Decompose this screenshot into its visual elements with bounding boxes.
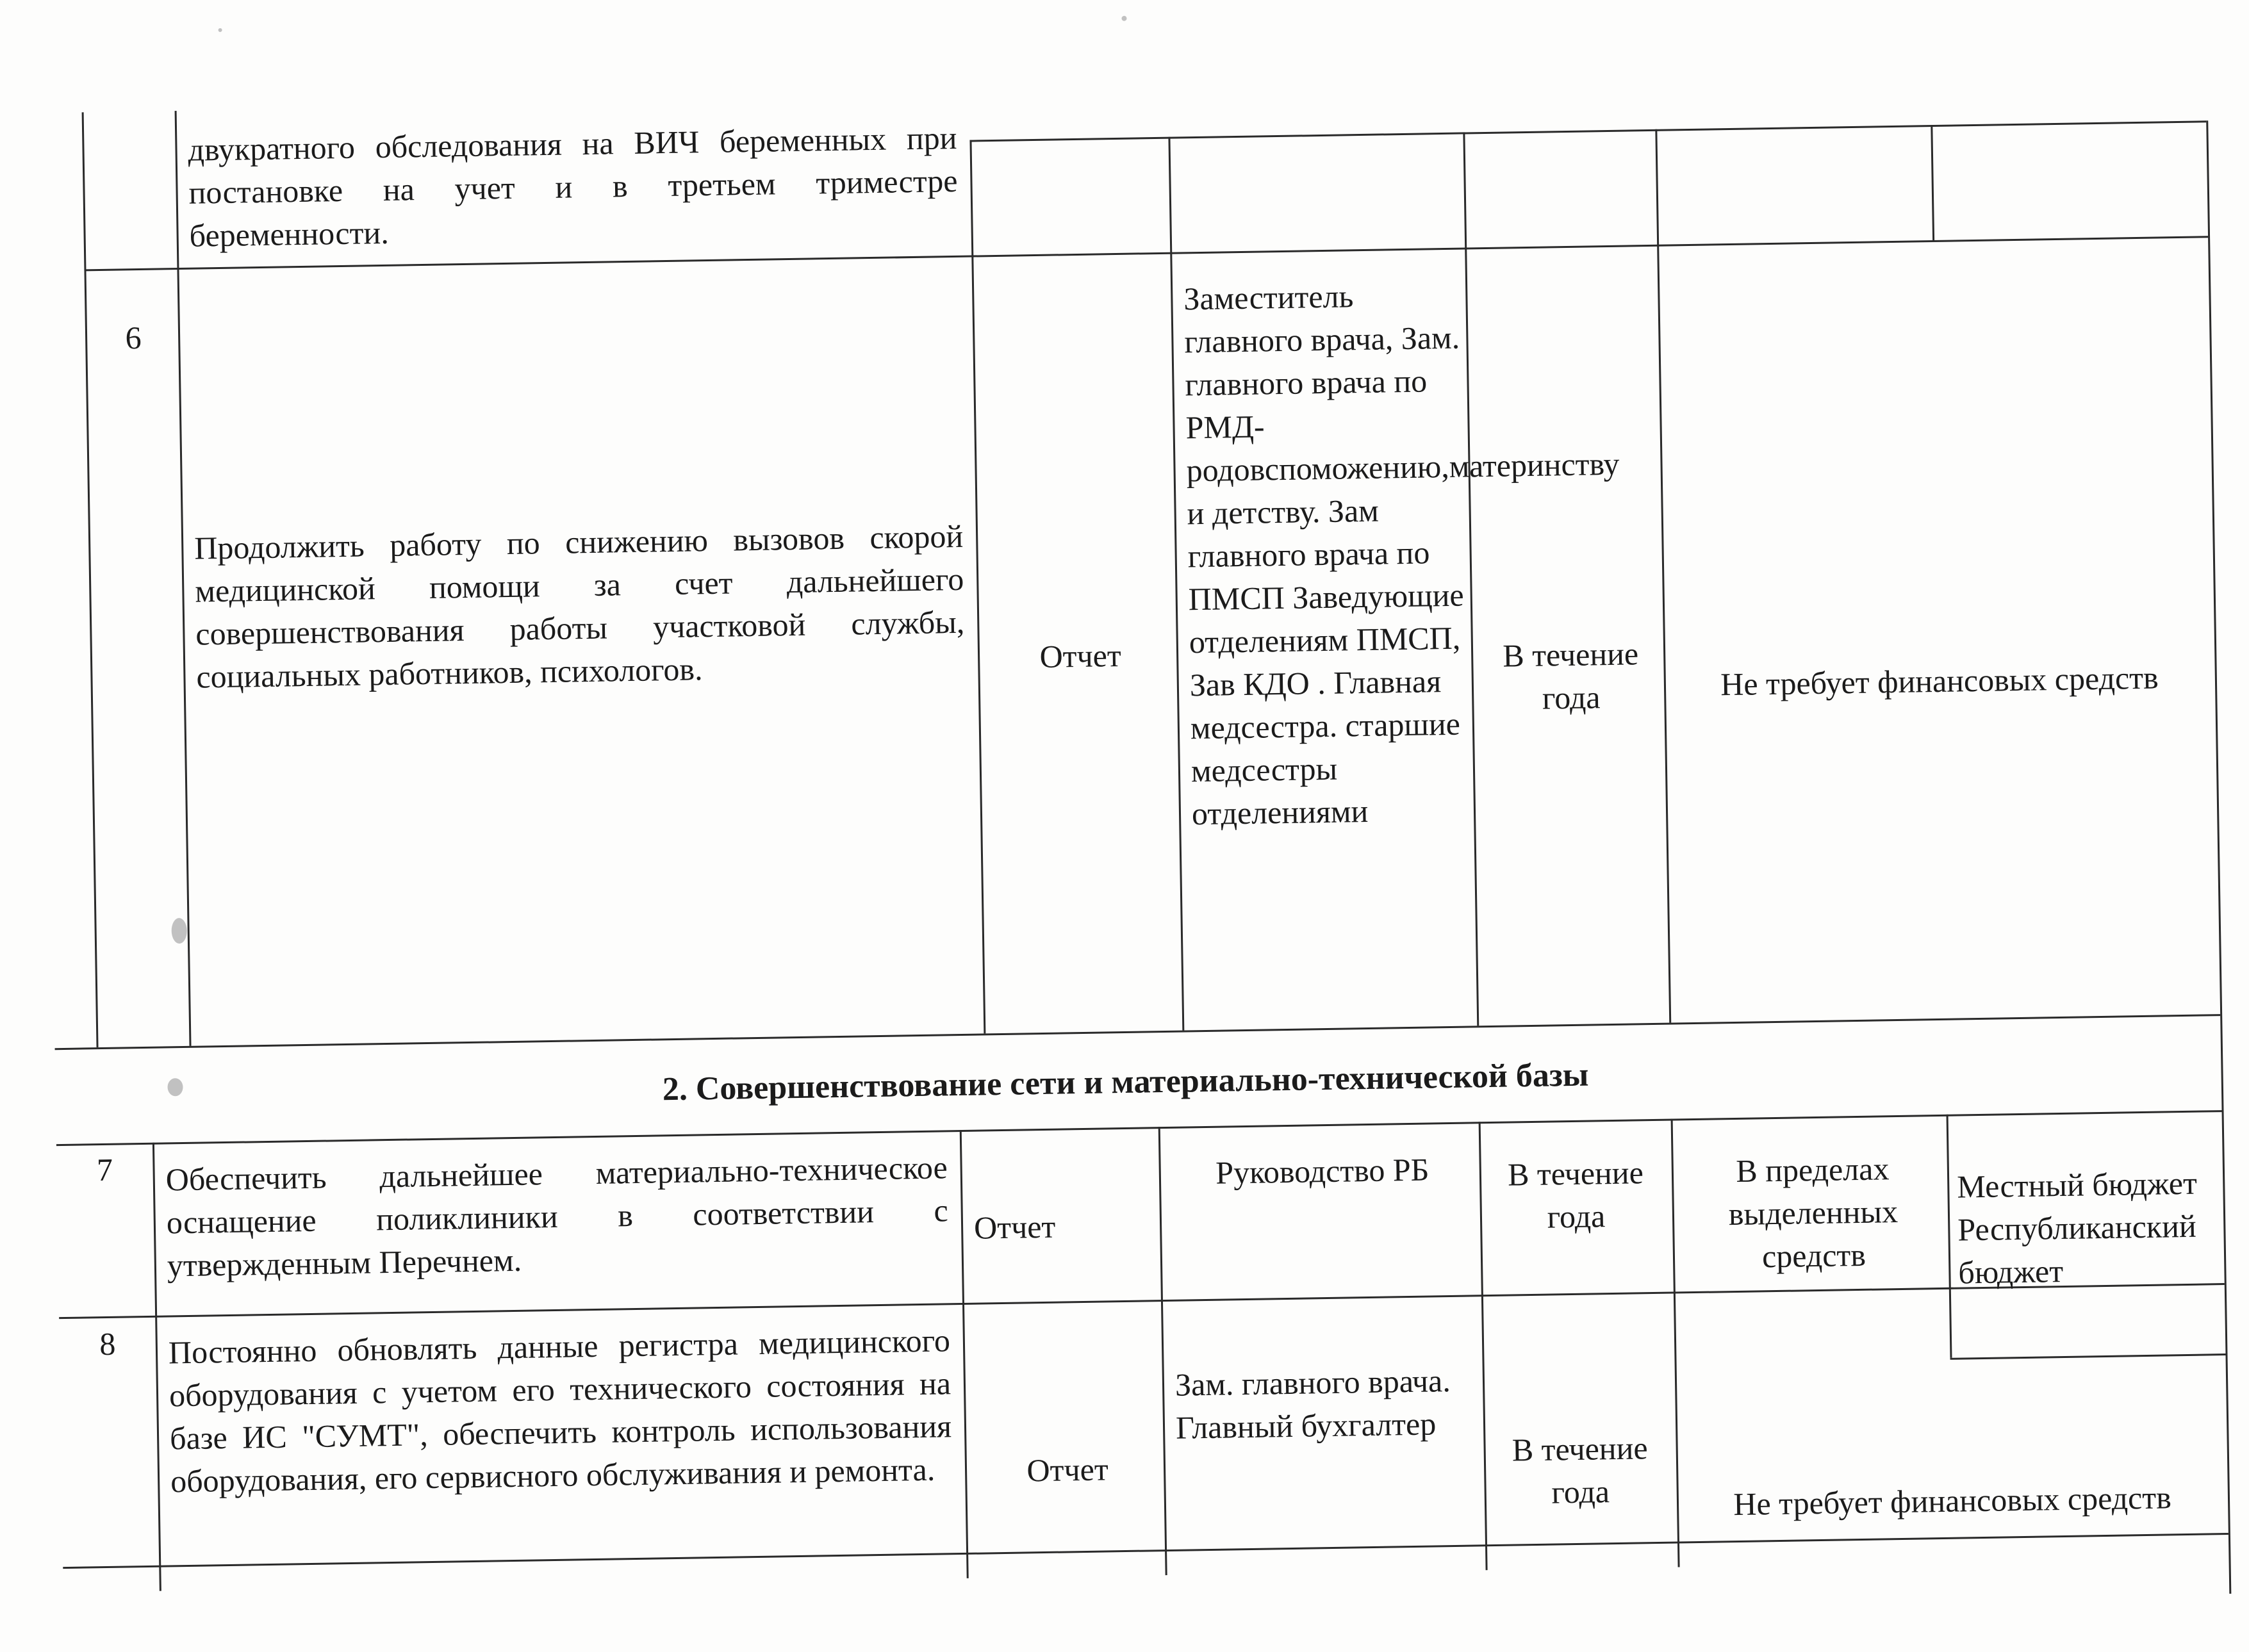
scan-speck: [1121, 16, 1126, 21]
table-border: [56, 1110, 2222, 1146]
table-border: [1463, 132, 1479, 1026]
table-border: [1671, 1119, 1680, 1567]
report-form: Отчет: [973, 1208, 1056, 1246]
activity-text: двукратного обследования на ВИЧ беременных при постановке на учет и в третьем триместре беременности.: [188, 119, 958, 254]
term: В течение года: [1507, 1154, 1644, 1235]
financing: Не требует финансовых средств: [1720, 659, 2159, 703]
table-border: [1158, 1127, 1167, 1575]
term: В течение года: [1512, 1430, 1648, 1510]
responsible-persons: Заместитель главного врача, Зам. главного врача по РМД-родовспоможению,материнству и детству. Зам главного врача по ПМСП Заведующие отделениям ПМСП, Зав КДО . Главная медсестра. старшие медсестры отделениями: [1183, 278, 1620, 832]
funding-source: Местный бюджет Республиканский бюджет: [1956, 1165, 2198, 1291]
report-form: Отчет: [1039, 637, 1122, 675]
table-border: [175, 111, 192, 1046]
table-border: [82, 112, 99, 1047]
activity-text: Обеспечить дальнейшее материально-техническое оснащение поликлиники в соответствии с утвержденным Перечнем.: [165, 1149, 949, 1284]
section-title: 2. Совершенствование сети и материально-технической базы: [662, 1056, 1589, 1108]
table-border: [1168, 137, 1184, 1031]
row-number: 8: [99, 1325, 116, 1362]
table-border: [59, 1283, 2225, 1319]
term: В течение года: [1502, 635, 1639, 716]
table-border: [1950, 1353, 2226, 1360]
table-border: [1655, 129, 1671, 1023]
table-border: [2206, 120, 2231, 1594]
table-border: [152, 1143, 161, 1591]
table-border: [1931, 125, 1934, 240]
table-border: [960, 1130, 969, 1578]
scan-speck: [171, 918, 187, 944]
table-border: [55, 1014, 2221, 1050]
row-number: 7: [96, 1151, 113, 1188]
report-form: Отчет: [1026, 1451, 1109, 1489]
activity-text: Продолжить работу по снижению вызовов скорой медицинской помощи за счет дальнейшего совершенствования работы участковой службы, социальных работников, психологов.: [194, 518, 965, 695]
row-number: 6: [125, 319, 142, 356]
table-border: [969, 120, 2206, 142]
scan-speck: [218, 28, 222, 32]
table-border: [1947, 1115, 1952, 1358]
table-border: [969, 140, 985, 1034]
responsible-persons: Зам. главного врача. Главный бухгалтер: [1174, 1362, 1451, 1446]
responsible-persons: Руководство РБ: [1215, 1151, 1429, 1191]
financing: Не требует финансовых средств: [1733, 1479, 2172, 1523]
financing: В пределах выделенных средств: [1728, 1150, 1899, 1275]
table-border: [63, 1533, 2228, 1569]
activity-text: Постоянно обновлять данные регистра медицинского оборудования с учетом его технического состояния на базе ИС "СУМТ", обеспечить контроль использования оборудования, его сервисного обслуживания и ремонта.: [168, 1322, 952, 1500]
